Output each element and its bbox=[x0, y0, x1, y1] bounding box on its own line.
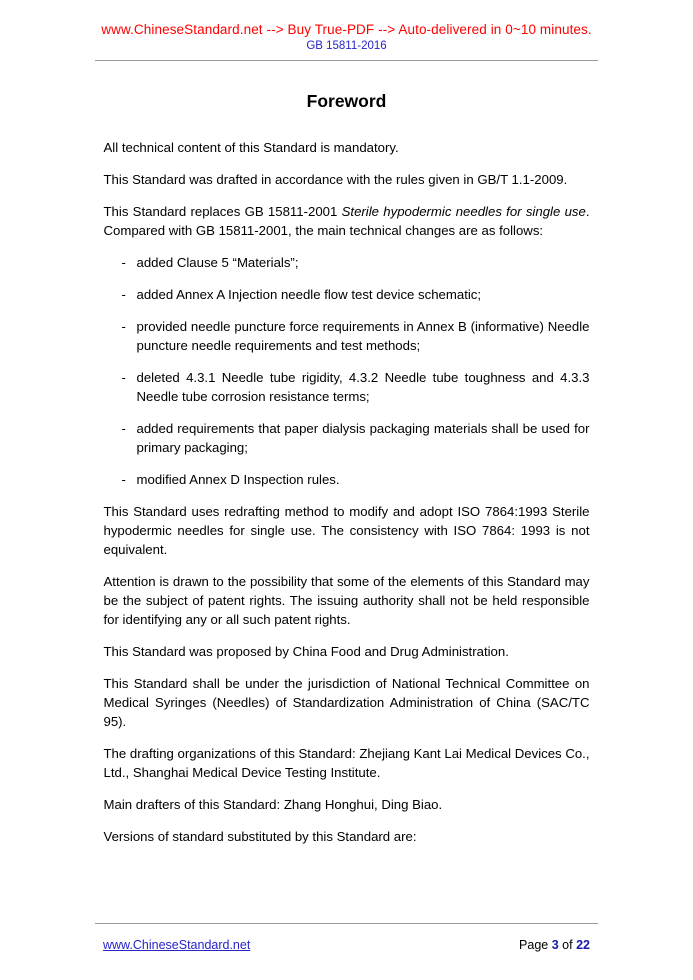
list-item bbox=[104, 419, 590, 457]
paragraph-main-drafters: Main drafters of this Standard: Zhang Honghui, Ding Biao. bbox=[103, 797, 443, 812]
paragraph-mandatory: All technical content of this Standard is mandatory. bbox=[103, 140, 399, 155]
dash-bullet: - bbox=[121, 472, 126, 487]
list-item-text: modified Annex D Inspection rules. bbox=[136, 472, 340, 487]
paragraph-iso: This Standard uses redrafting method to modify and adopt ISO 7864:1993 Sterile hypodermic needles for single use. The consistency with ISO 7864: 1993 is not equivalent. bbox=[103, 504, 590, 557]
list-item-text: added Annex A Injection needle flow test device schematic; bbox=[136, 287, 482, 302]
list-item-text: added requirements that paper dialysis packaging materials shall be used for primary packaging; bbox=[136, 421, 590, 455]
document-body bbox=[104, 138, 590, 846]
doc-number: GB 15811-2016 bbox=[306, 40, 387, 52]
list-item bbox=[104, 368, 590, 406]
page-number: 3 bbox=[551, 938, 559, 952]
paragraph-replaces-text: This Standard replaces GB 15811-2001 bbox=[103, 204, 342, 219]
list-item bbox=[104, 285, 590, 304]
paragraph-drafted: This Standard was drafted in accordance with the rules given in GB/T 1.1-2009. bbox=[103, 172, 568, 187]
page-label: Page bbox=[519, 938, 549, 952]
list-item-text: added Clause 5 “Materials”; bbox=[136, 255, 299, 270]
dash-bullet: - bbox=[121, 255, 126, 270]
total-pages: 22 bbox=[576, 938, 590, 952]
paragraph-proposed: This Standard was proposed by China Food and Drug Administration. bbox=[103, 644, 509, 659]
promo-banner-link[interactable]: www.ChineseStandard.net --> Buy True-PDF --> Auto-delivered in 0~10 minutes. bbox=[101, 22, 592, 37]
list-item bbox=[104, 253, 590, 272]
standard-title-italic: Sterile hypodermic needles for single use bbox=[341, 204, 586, 219]
list-item-text: provided needle puncture force requirements in Annex B (informative) Needle puncture needle requirements and test methods; bbox=[136, 319, 590, 353]
paragraph-replaces bbox=[104, 202, 590, 240]
page-indicator bbox=[519, 938, 590, 952]
footer-divider bbox=[95, 923, 598, 924]
footer-site-link[interactable]: www.ChineseStandard.net bbox=[103, 938, 251, 952]
list-item bbox=[104, 317, 590, 355]
header-divider bbox=[95, 60, 598, 61]
page-title: Foreword bbox=[306, 91, 387, 111]
list-item bbox=[104, 470, 590, 489]
page-footer bbox=[103, 938, 590, 952]
of-label: of bbox=[562, 938, 573, 952]
dash-bullet: - bbox=[121, 421, 126, 436]
paragraph-versions: Versions of standard substituted by this Standard are: bbox=[103, 829, 417, 844]
paragraph-jurisdiction: This Standard shall be under the jurisdiction of National Technical Committee on Medical Syringes (Needles) of Standardization Administration of China (SAC/TC 95). bbox=[103, 676, 590, 729]
list-item-text: deleted 4.3.1 Needle tube rigidity, 4.3.2 Needle tube toughness and 4.3.3 Needle tube corrosion resistance terms; bbox=[136, 370, 590, 404]
paragraph-drafting-orgs: The drafting organizations of this Standard: Zhejiang Kant Lai Medical Devices Co., Ltd., Shanghai Medical Device Testing Institute. bbox=[103, 746, 590, 780]
dash-bullet: - bbox=[121, 287, 126, 302]
dash-bullet: - bbox=[121, 319, 126, 334]
paragraph-patent: Attention is drawn to the possibility that some of the elements of this Standard may be the subject of patent rights. The issuing authority shall not be held responsible for identifying any or all such patent rights. bbox=[103, 574, 590, 627]
paragraph-replaces-text-2: . Compared with GB 15811-2001, the main technical changes are as follows: bbox=[103, 204, 590, 238]
dash-bullet: - bbox=[121, 370, 126, 385]
